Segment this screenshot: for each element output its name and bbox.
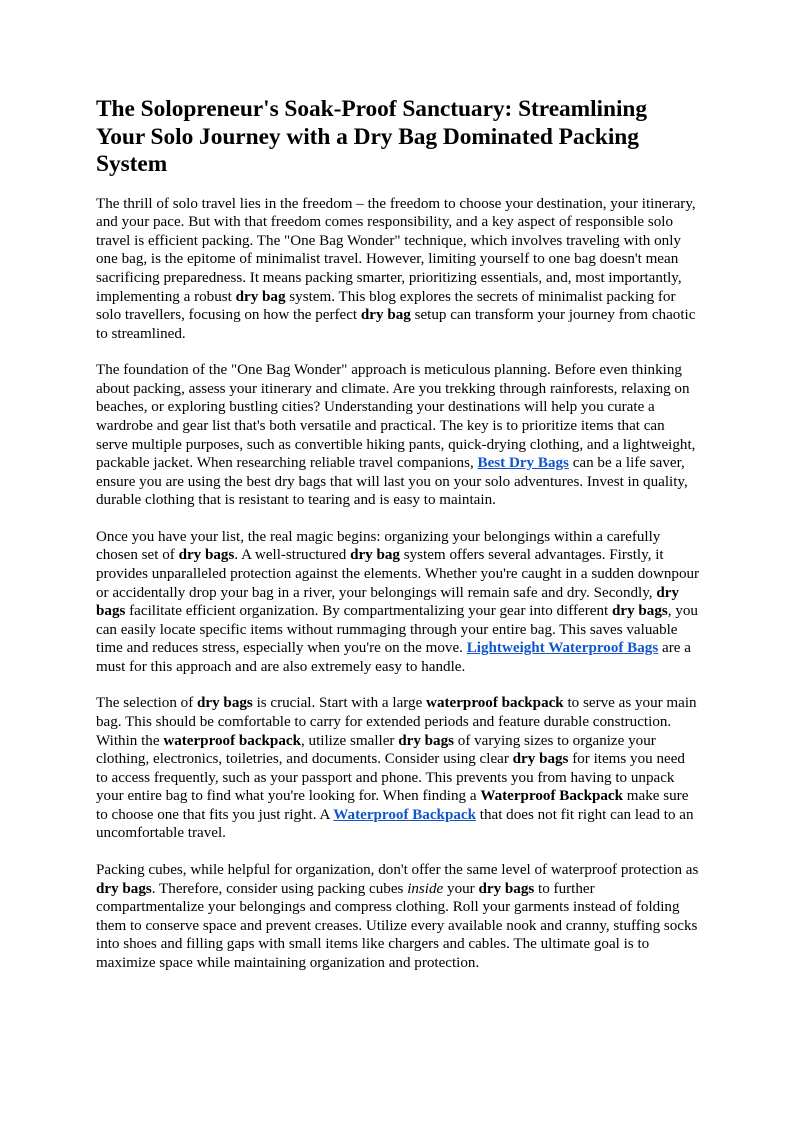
bold-term: dry bag (235, 288, 286, 305)
text-run: to serve as your main bag. This should be comfortable to carry for extended periods and feature durable construction. Within the (96, 695, 697, 749)
bold-term: dry bags (178, 547, 235, 564)
text-run: for items you need to access frequently, such as your passport and phone. This prevents you from having to unpack your entire bag to find what you're looking for. When finding a (96, 751, 685, 805)
bold-term: dry bags (96, 880, 152, 897)
text-run: The selection of (96, 695, 198, 712)
link-lightweight-waterproof-bags[interactable]: Lightweight Waterproof Bags (466, 640, 659, 657)
text-run: make sure to choose one that fits you just right. A (96, 788, 689, 823)
paragraph-intro (96, 195, 700, 343)
bold-term: dry bag (350, 547, 400, 564)
text-run: The thrill of solo travel lies in the freedom – the freedom to choose your destination, your itinerary, and your pace. But with that freedom comes responsibility, and a key aspect of responsible solo travel is efficient packing. The "One Bag Wonder" technique, which involves traveling with only one bag, is the epitome of minimalist travel. However, limiting yourself to one bag doesn't mean sacrificing preparedness. It means packing smarter, prioritizing essentials, and, most importantly, implementing a robust (96, 195, 696, 305)
bold-term: dry bags (398, 732, 455, 749)
bold-term: dry bags (611, 603, 668, 620)
paragraph-organizing (96, 528, 700, 676)
paragraph-planning (96, 361, 700, 509)
text-run: . A well-structured (234, 547, 351, 564)
bold-term: Waterproof Backpack (480, 788, 624, 805)
text-run: Once you have your list, the real magic begins: organizing your belongings within a carefully chosen set of (96, 528, 661, 564)
text-run: system. This blog explores the secrets of minimalist packing for solo travellers, focusing on how the perfect (96, 288, 676, 324)
text-run: , utilize smaller (300, 732, 399, 749)
text-run: facilitate efficient organization. By compartmentalizing your gear into different (125, 603, 612, 620)
page-title: The Solopreneur's Soak-Proof Sanctuary: Streamlining Your Solo Journey with a Dry Bag Dominated Packing System (96, 96, 648, 178)
link-waterproof-backpack[interactable]: Waterproof Backpack (333, 806, 476, 823)
text-run: can be a life saver, ensure you are using the best dry bags that will last you on your solo adventures. Invest in quality, durable clothing that is resistant to tearing and is easy to maintain. (96, 455, 688, 509)
text-run: of varying sizes to organize your clothing, electronics, toiletries, and documents. Consider using clear (96, 732, 656, 768)
text-run: to further compartmentalize your belongings and compress clothing. Roll your garments instead of folding them to conserve space and prevent creases. Utilize every available nook and cranny, stuffing socks into shoes and filling gaps with small items like chargers and cables. The ultimate goal is to maximize space while maintaining organization and protection. (96, 880, 698, 971)
bold-term: waterproof backpack (163, 732, 301, 749)
bold-term: dry bags (478, 880, 535, 897)
text-run: , you can easily locate specific items without rummaging through your entire bag. This saves valuable time and reduces stress, especially when you're on the move. (96, 603, 698, 657)
text-run: are a must for this approach and are also extremely easy to handle. (96, 640, 691, 675)
text-run: that does not fit right can lead to an uncomfortable travel. (96, 806, 694, 842)
text-run: The foundation of the "One Bag Wonder" approach is meticulous planning. Before even thinking about packing, assess your itinerary and climate. Are you trekking through rainforests, relaxing on beaches, or exploring bustling cities? Understanding your destinations will help you curate a wardrobe and gear list that's both versatile and practical. The key is to prioritize items that can serve multiple purposes, such as convertible hiking pants, quick-drying clothing, and a lightweight, packable jacket. When researching reliable travel companions, (96, 362, 696, 472)
text-run: system offers several advantages. Firstly, it provides unparalleled protection against the elements. Whether you're caught in a sudden downpour or accidentally drop your bag in a river, your belongings will remain safe and dry. Secondly, (96, 547, 700, 601)
bold-term: dry bag (360, 307, 411, 324)
text-run: . Therefore, consider using packing cubes (151, 880, 408, 897)
text-run: is crucial. Start with a large (252, 695, 427, 712)
document-page (96, 96, 700, 991)
text-run: setup can transform your journey from chaotic to streamlined. (96, 307, 696, 342)
bold-term: waterproof backpack (426, 695, 564, 712)
text-run: your (443, 880, 479, 897)
italic-term: inside (407, 880, 444, 897)
paragraph-selection (96, 694, 700, 842)
paragraph-packing-cubes (96, 861, 700, 972)
bold-term: dry bags (197, 695, 253, 712)
link-best-dry-bags[interactable]: Best Dry Bags (477, 455, 569, 472)
text-run: Packing cubes, while helpful for organization, don't offer the same level of waterproof protection as (96, 862, 699, 879)
bold-term: dry bags (96, 584, 679, 620)
bold-term: dry bags (512, 751, 569, 768)
